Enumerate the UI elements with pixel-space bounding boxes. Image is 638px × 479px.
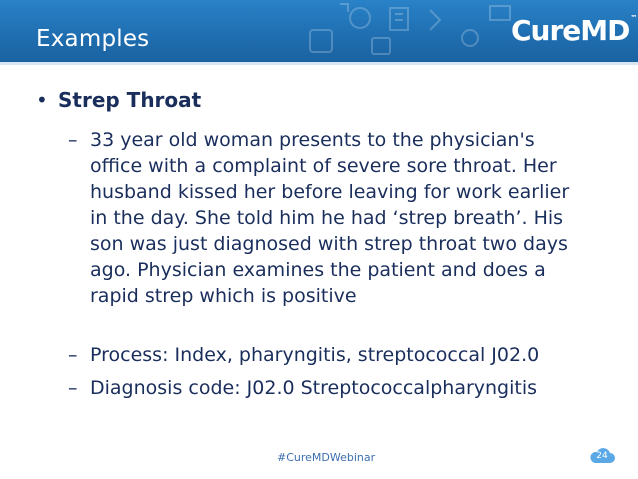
logo-text: CureMD <box>511 14 630 47</box>
slide-title: Examples <box>36 26 150 52</box>
dash-icon: – <box>68 377 78 399</box>
dash-icon: – <box>68 344 78 366</box>
case-text <box>90 127 569 309</box>
diagnosis-text: Diagnosis code: J02.0 Streptococcalpharyngitis <box>90 377 538 399</box>
case-line: rapid strep which is positive <box>90 285 357 307</box>
curemd-logo <box>511 14 637 47</box>
case-line: 33 year old woman presents to the physician's <box>90 129 535 151</box>
process-text: Process: Index, pharyngitis, streptococcal J02.0 <box>90 344 540 366</box>
slide-header <box>0 0 638 62</box>
bullet-dot-icon: • <box>36 88 48 112</box>
case-line: office with a complaint of severe sore throat. Her <box>90 155 557 177</box>
bullet-label: Strep Throat <box>58 88 202 112</box>
dash-icon: – <box>68 129 78 151</box>
webinar-hashtag: #CureMDWebinar <box>277 451 376 464</box>
bullet-item <box>36 88 201 112</box>
header-divider <box>0 62 638 65</box>
case-line: son was just diagnosed with strep throat two days <box>90 233 568 255</box>
page-number: 24 <box>596 451 608 461</box>
logo-trademark: ™ <box>630 14 638 22</box>
case-line: husband kissed her before leaving for work earlier <box>90 181 570 203</box>
case-line: in the day. She told him he had ‘strep breath’. His <box>90 207 564 229</box>
case-line: ago. Physician examines the patient and does a <box>90 259 546 281</box>
